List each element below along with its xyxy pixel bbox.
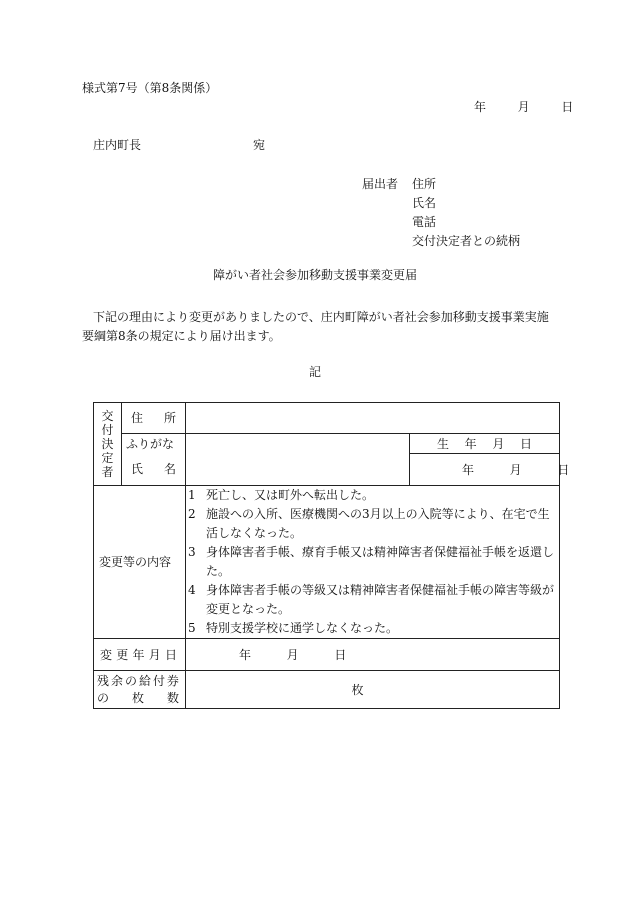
birth-label-char: 日 <box>520 436 533 451</box>
reason-number: 4 <box>188 583 196 597</box>
applicant-name-label: 氏名 <box>412 196 437 210</box>
change-day-unit: 日 <box>334 647 347 662</box>
reason-item[interactable] <box>186 486 559 505</box>
applicant-address-label: 住所 <box>412 177 437 191</box>
addressee-suffix: 宛 <box>253 138 266 152</box>
birth-year-unit: 年 <box>462 462 475 477</box>
reason-number: 3 <box>188 545 196 559</box>
recipient-header-char: 交 <box>101 409 114 423</box>
applicant-relation-label: 交付決定者との続柄 <box>412 234 521 248</box>
recipient-header-char: 付 <box>101 423 114 437</box>
furigana-label-cell <box>122 434 186 454</box>
name-label-cell <box>122 454 186 486</box>
change-reasons-cell <box>186 486 560 639</box>
change-date-label-char: 年 <box>132 647 145 662</box>
reason-item[interactable] <box>186 581 559 619</box>
change-date-label-char: 変 <box>100 647 113 662</box>
reason-number: 5 <box>188 621 196 635</box>
remaining-label-char: 枚 <box>131 690 144 705</box>
change-form-table <box>93 402 570 709</box>
birth-label-char: 生 <box>436 436 449 451</box>
change-date-input-cell[interactable] <box>186 639 560 671</box>
remaining-input-cell[interactable] <box>186 671 560 709</box>
remaining-label-char: 付 <box>152 673 165 688</box>
birth-day-unit: 日 <box>557 462 570 477</box>
change-month-unit: 月 <box>286 647 299 662</box>
recipient-header-char: 決 <box>101 437 114 451</box>
address-label-char: 住 <box>131 411 144 425</box>
address-label-cell <box>122 403 186 434</box>
remaining-label-char: 数 <box>166 690 179 705</box>
date-month-unit: 月 <box>517 100 530 114</box>
reason-item[interactable] <box>186 619 559 638</box>
birth-month-unit: 月 <box>509 462 522 477</box>
date-year-unit: 年 <box>474 100 487 114</box>
date-day-unit: 日 <box>561 100 574 114</box>
remaining-label-char: 残 <box>97 673 110 688</box>
change-date-label-char: 更 <box>116 647 129 662</box>
reason-text: 特別支援学校に通学しなくなった。 <box>206 621 399 635</box>
reason-number: 2 <box>188 507 196 521</box>
reason-text: 施設への入所、医療機関への3月以上の入院等により、在宅で生活しなくなった。 <box>206 507 550 540</box>
name-input-cell[interactable] <box>186 434 410 486</box>
remaining-label-char: 給 <box>138 673 151 688</box>
remaining-label-char: の <box>97 690 110 705</box>
remaining-label-cell <box>94 671 186 709</box>
name-label-char: 氏 <box>131 462 144 477</box>
birth-label-char: 年 <box>464 436 477 451</box>
reason-text: 身体障害者手帳の等級又は精神障害者保健福祉手帳の障害等級が変更となった。 <box>206 583 555 616</box>
body-text-line2: 要綱第8条の規定により届け出ます。 <box>82 329 281 343</box>
name-label-char: 名 <box>163 462 176 477</box>
document-title: 障がい者社会参加移動支援事業変更届 <box>212 268 417 282</box>
body-text-line1: 下記の理由により変更がありましたので、庄内町障がい者社会参加移動支援事業実施 <box>93 310 549 324</box>
recipient-header-char: 定 <box>101 451 114 465</box>
address-label-char: 所 <box>163 411 176 425</box>
furigana-label: ふりがな <box>126 436 175 451</box>
birth-label-char: 月 <box>492 436 505 451</box>
submission-date <box>474 101 573 113</box>
recipient-header <box>94 403 122 486</box>
reason-item[interactable] <box>186 543 559 581</box>
applicant-label: 届出者 <box>362 177 399 191</box>
remaining-unit: 枚 <box>351 682 364 697</box>
recipient-header-char: 者 <box>101 465 114 479</box>
reason-text: 身体障害者手帳、療育手帳又は精神障害者保健福祉手帳を返還した。 <box>206 545 555 578</box>
change-date-label-char: 日 <box>164 647 177 662</box>
remaining-label-char: 余 <box>110 673 123 688</box>
ki-mark: 記 <box>308 365 321 379</box>
change-year-unit: 年 <box>239 647 252 662</box>
reason-text: 死亡し、又は町外へ転出した。 <box>206 488 375 502</box>
change-label: 変更等の内容 <box>99 555 172 569</box>
form-number: 様式第7号（第8条関係） <box>82 81 218 95</box>
address-input-cell[interactable] <box>186 403 560 434</box>
change-date-label-char: 月 <box>148 647 161 662</box>
birth-label-cell <box>410 434 560 454</box>
change-date-label-cell <box>94 639 186 671</box>
reason-number: 1 <box>188 488 196 502</box>
remaining-label-char: の <box>124 673 137 688</box>
birth-date-input-cell[interactable] <box>410 454 570 486</box>
remaining-label-char: 券 <box>166 673 179 688</box>
applicant-phone-label: 電話 <box>412 215 437 229</box>
reason-item[interactable] <box>186 505 559 543</box>
change-label-cell <box>94 486 186 639</box>
addressee-name: 庄内町長 <box>93 138 142 152</box>
